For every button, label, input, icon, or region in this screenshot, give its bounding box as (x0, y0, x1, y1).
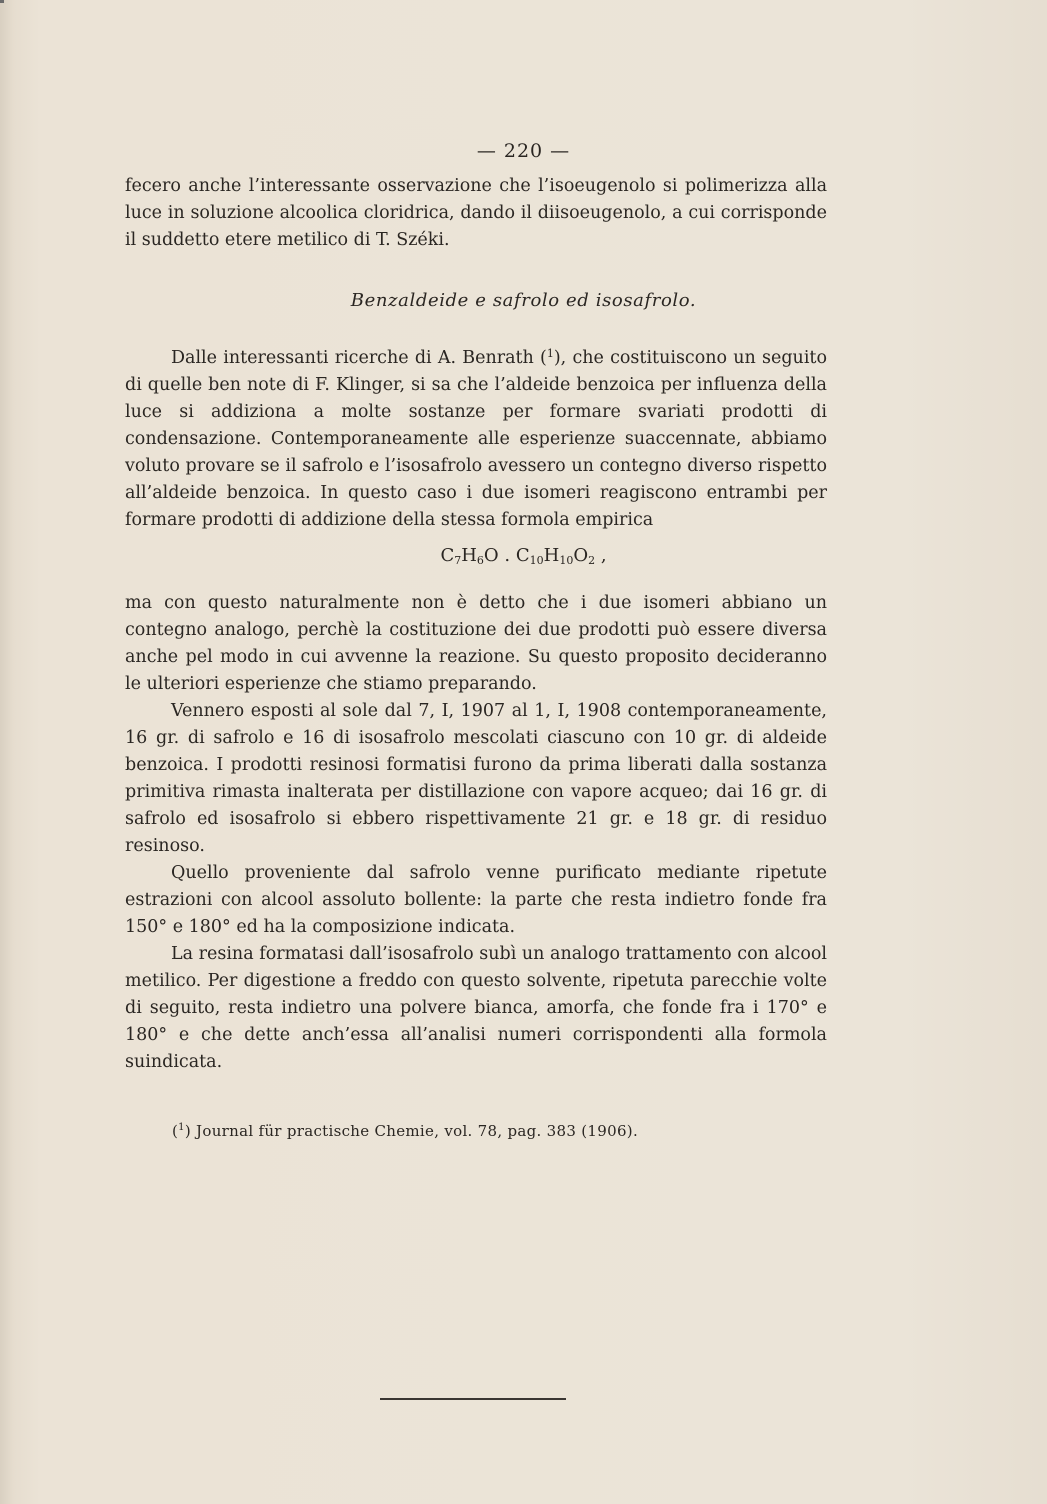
paragraph-isomers: ma con questo naturalmente non è detto che i due isomeri abbiano un contegno analogo, perchè la costituzione dei due prodotti può essere diversa anche pel modo in cui avvenne la reazione. Su questo proposito decideranno le ulteriori esperienze che stiamo preparando. (125, 593, 827, 694)
formula-h2: H (543, 545, 560, 566)
footnote-reference: 1 (546, 347, 554, 360)
formula-c: C (440, 545, 455, 566)
footnote-mark-open: ( (172, 1122, 179, 1140)
formula-sub-7: 7 (454, 554, 462, 567)
formula-o2: O (573, 545, 589, 566)
paragraph-benrath (125, 340, 827, 534)
section-body-1 (125, 340, 827, 534)
intro-paragraph: fecero anche l’interessante osservazione che l’isoeugenolo si polimerizza alla luce in soluzione alcoolica cloridrica, dando il diisoeugenolo, a cui corrisponde il suddetto etere metilico di T. Széki. (125, 176, 827, 250)
footnote-mark-close: ) (184, 1122, 191, 1140)
footnote-mark-number: 1 (178, 1122, 185, 1133)
intro-block (125, 173, 827, 254)
footnote-text: Journal für practische Chemie, vol. 78, pag. 383 (1906). (190, 1122, 639, 1140)
paragraph-isosafrolo: La resina formatasi dall’isosafrolo subì un analogo trattamento con alcool metilico. Per digestione a freddo con questo solvente, ripetuta parecchie volte di seguito, resta indietro una polvere bianca, amorfa, che fonde fra i 170° e 180° e che dette anch’essa all’analisi numeri corrispondenti alla formola suindicata. (125, 944, 827, 1072)
formula-tail: , (595, 545, 607, 566)
empirical-formula (0, 545, 1047, 567)
page-number: — 220 — (476, 140, 571, 162)
paragraph-safrolo: Quello proveniente dal safrolo venne purificato mediante ripetute estrazioni con alcool assoluto bollente: la parte che resta indietro fonde fra 150° e 180° ed ha la composizione indicata. (125, 863, 827, 937)
section-title: Benzaldeide e safrolo ed isosafrolo. (350, 290, 697, 311)
paragraph-benrath-start: Dalle interessanti ricerche di A. Benrath ( (171, 348, 547, 368)
scan-edge-mark (0, 0, 4, 3)
formula-sub-10a: 10 (529, 554, 544, 567)
formula-h: H (461, 545, 477, 566)
formula-sub-6: 6 (476, 554, 484, 567)
footnote (172, 1122, 638, 1140)
paragraph-benrath-rest: ), che costituiscono un seguito di quelle ben note di F. Klinger, si sa che l’aldeide benzoica per influenza della luce si addiziona a molte sostanze per formare svariati prodotti di condensazione. Contemporaneamente alle esperienze suaccennate, abbiamo voluto provare se il safrolo e l’isosafrolo avessero un contegno diverso rispetto all’aldeide benzoica. In questo caso i due isomeri reagiscono entrambi per formare prodotti di addizione della stessa formola empirica (125, 348, 827, 530)
formula-sub-2: 2 (588, 554, 596, 567)
section-body-2 (125, 590, 827, 1076)
paragraph-exposure: Vennero esposti al sole dal 7, I, 1907 al 1, I, 1908 contemporaneamente, 16 gr. di safrolo e 16 di isosafrolo mescolati ciascuno con 10 gr. di aldeide benzoica. I prodotti resinosi formatisi furono da prima liberati dalla sostanza primitiva rimasta inalterata per distillazione con vapore acqueo; dai 16 gr. di safrolo ed isosafrolo si ebbero rispettivamente 21 gr. e 18 gr. di residuo resinoso. (125, 701, 827, 856)
end-rule (380, 1398, 566, 1400)
formula-sub-10b: 10 (559, 554, 574, 567)
formula-o-c: O . C (483, 545, 530, 566)
